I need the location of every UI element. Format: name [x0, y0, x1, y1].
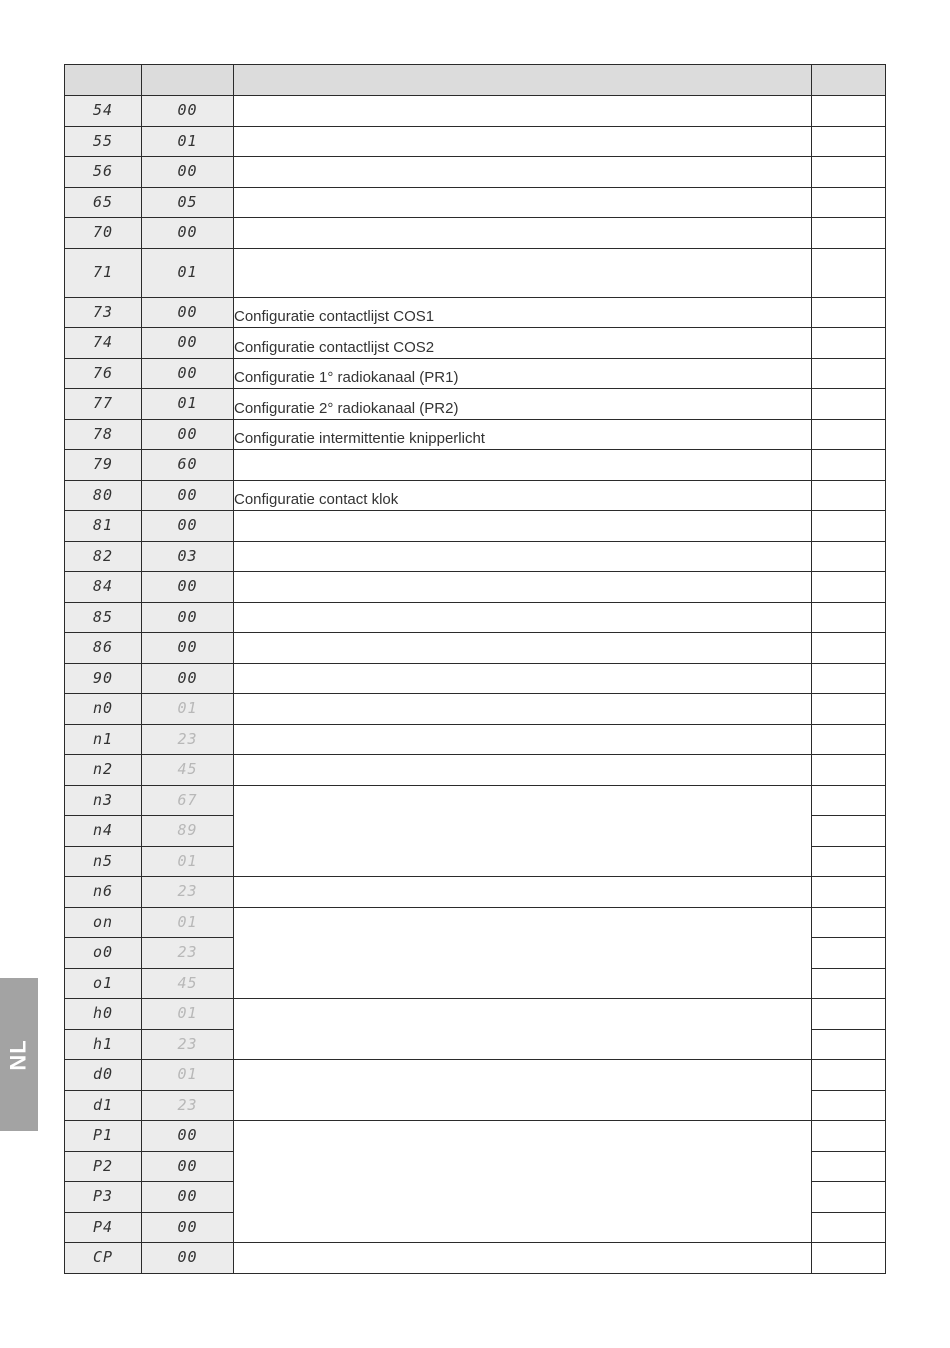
parameter-cell	[65, 541, 142, 572]
extra-cell	[812, 480, 886, 511]
parameter-cell	[65, 968, 142, 999]
default-value: 00	[177, 607, 198, 626]
parameter-cell	[65, 389, 142, 420]
parameter-code: n3	[92, 790, 114, 809]
parameter-code: h1	[92, 1034, 114, 1053]
default-value: 60	[177, 455, 198, 474]
parameter-cell	[65, 938, 142, 969]
table-row	[65, 218, 886, 249]
table-row	[65, 877, 886, 908]
parameter-code: 85	[92, 607, 114, 626]
value-cell	[142, 724, 234, 755]
parameter-code: 90	[92, 668, 114, 687]
value-cell	[142, 187, 234, 218]
parameter-cell	[65, 511, 142, 542]
parameter-cell	[65, 1029, 142, 1060]
table-row	[65, 724, 886, 755]
description-text: Configuratie contactlijst COS2	[234, 338, 435, 356]
parameter-cell	[65, 126, 142, 157]
parameter-cell	[65, 877, 142, 908]
parameter-code: P2	[92, 1156, 114, 1175]
extra-cell	[812, 297, 886, 328]
parameter-cell	[65, 572, 142, 603]
parameter-cell	[65, 187, 142, 218]
parameter-cell	[65, 999, 142, 1030]
parameter-code: n1	[92, 729, 114, 748]
description-cell	[234, 572, 812, 603]
default-value: 23	[177, 882, 198, 901]
parameter-cell	[65, 694, 142, 725]
extra-cell	[812, 724, 886, 755]
table-row	[65, 389, 886, 420]
default-value: 45	[177, 760, 198, 779]
parameter-cell	[65, 785, 142, 816]
table-row	[65, 480, 886, 511]
parameter-cell	[65, 1243, 142, 1274]
description-cell	[234, 450, 812, 481]
default-value: 05	[177, 192, 198, 211]
extra-cell	[812, 816, 886, 847]
description-cell	[234, 389, 812, 420]
extra-cell	[812, 633, 886, 664]
extra-cell	[812, 450, 886, 481]
value-cell	[142, 389, 234, 420]
description-cell	[234, 999, 812, 1060]
parameter-table	[64, 64, 886, 1274]
parameter-cell	[65, 602, 142, 633]
default-value: 23	[177, 1095, 198, 1114]
default-value: 00	[177, 424, 198, 443]
description-cell	[234, 724, 812, 755]
description-cell	[234, 96, 812, 127]
extra-cell	[812, 907, 886, 938]
parameter-cell	[65, 297, 142, 328]
parameter-code: n2	[92, 760, 114, 779]
description-cell	[234, 877, 812, 908]
value-cell	[142, 816, 234, 847]
table-row	[65, 1060, 886, 1091]
parameter-code: h0	[92, 1004, 114, 1023]
table-body	[65, 96, 886, 1274]
value-cell	[142, 541, 234, 572]
description-text: Configuratie intermittentie knipperlicht	[234, 430, 485, 447]
parameter-cell	[65, 96, 142, 127]
value-cell	[142, 877, 234, 908]
parameter-code: 86	[92, 638, 114, 657]
parameter-code: 82	[92, 546, 114, 565]
parameter-code: 54	[92, 101, 114, 120]
extra-cell	[812, 694, 886, 725]
parameter-code: 74	[92, 333, 114, 352]
value-cell	[142, 633, 234, 664]
table-row	[65, 248, 886, 297]
value-cell	[142, 1060, 234, 1091]
default-value: 00	[177, 302, 198, 321]
parameter-cell	[65, 755, 142, 786]
parameter-code: 71	[92, 263, 114, 281]
table-row	[65, 572, 886, 603]
parameter-code: 56	[92, 162, 114, 181]
default-value: 00	[177, 1126, 198, 1145]
extra-cell	[812, 938, 886, 969]
table-row	[65, 602, 886, 633]
table-header-row	[65, 65, 886, 96]
default-value: 00	[177, 638, 198, 657]
extra-cell	[812, 1090, 886, 1121]
default-value: 00	[177, 363, 198, 382]
description-cell	[234, 755, 812, 786]
table-row	[65, 157, 886, 188]
extra-cell	[812, 1121, 886, 1152]
extra-cell	[812, 218, 886, 249]
parameter-code: CP	[92, 1248, 114, 1267]
parameter-cell	[65, 450, 142, 481]
default-value: 45	[177, 973, 198, 992]
extra-cell	[812, 96, 886, 127]
parameter-code: 70	[92, 223, 114, 242]
parameter-cell	[65, 846, 142, 877]
default-value: 00	[177, 162, 198, 181]
parameter-code: 55	[92, 131, 114, 150]
extra-cell	[812, 1243, 886, 1274]
parameter-code: 80	[92, 485, 114, 504]
table-row	[65, 511, 886, 542]
parameter-code: n0	[92, 699, 114, 718]
parameter-cell	[65, 907, 142, 938]
description-cell	[234, 694, 812, 725]
extra-cell	[812, 877, 886, 908]
header-cell-value	[142, 65, 234, 96]
value-cell	[142, 1243, 234, 1274]
parameter-code: 65	[92, 192, 114, 211]
parameter-code: o0	[92, 943, 114, 962]
value-cell	[142, 694, 234, 725]
value-cell	[142, 846, 234, 877]
description-cell	[234, 511, 812, 542]
default-value: 00	[177, 1156, 198, 1175]
description-cell	[234, 785, 812, 877]
default-value: 01	[177, 263, 198, 281]
value-cell	[142, 511, 234, 542]
parameter-code: 78	[92, 424, 114, 443]
description-text: Configuratie contactlijst COS1	[234, 308, 435, 325]
table-row	[65, 633, 886, 664]
parameter-code: d0	[92, 1065, 114, 1084]
default-value: 00	[177, 485, 198, 504]
parameter-code: n5	[92, 851, 114, 870]
extra-cell	[812, 1060, 886, 1091]
parameter-cell	[65, 419, 142, 450]
default-value: 00	[177, 1248, 198, 1267]
description-cell	[234, 633, 812, 664]
default-value: 00	[177, 1217, 198, 1236]
value-cell	[142, 785, 234, 816]
description-cell	[234, 126, 812, 157]
value-cell	[142, 419, 234, 450]
default-value: 03	[177, 546, 198, 565]
value-cell	[142, 218, 234, 249]
extra-cell	[812, 419, 886, 450]
description-cell	[234, 297, 812, 328]
parameter-code: P1	[92, 1126, 114, 1145]
extra-cell	[812, 999, 886, 1030]
default-value: 01	[177, 851, 198, 870]
table-row	[65, 541, 886, 572]
description-cell	[234, 541, 812, 572]
description-cell	[234, 907, 812, 999]
extra-cell	[812, 187, 886, 218]
value-cell	[142, 328, 234, 359]
description-cell	[234, 358, 812, 389]
extra-cell	[812, 511, 886, 542]
parameter-code: 81	[92, 516, 114, 535]
value-cell	[142, 297, 234, 328]
value-cell	[142, 938, 234, 969]
table-row	[65, 785, 886, 816]
extra-cell	[812, 541, 886, 572]
default-value: 23	[177, 1034, 198, 1053]
description-cell	[234, 328, 812, 359]
parameter-cell	[65, 724, 142, 755]
table-row	[65, 999, 886, 1030]
value-cell	[142, 1212, 234, 1243]
parameter-code: P3	[92, 1187, 114, 1206]
description-cell	[234, 1243, 812, 1274]
value-cell	[142, 1182, 234, 1213]
extra-cell	[812, 1182, 886, 1213]
description-text: Configuratie 2° radiokanaal (PR2)	[234, 399, 459, 417]
default-value: 01	[177, 1004, 198, 1023]
header-cell-parameter	[65, 65, 142, 96]
value-cell	[142, 96, 234, 127]
table-row	[65, 187, 886, 218]
description-cell	[234, 1060, 812, 1121]
table-row	[65, 96, 886, 127]
parameter-code: 84	[92, 577, 114, 596]
header-cell-extra	[812, 65, 886, 96]
extra-cell	[812, 663, 886, 694]
default-value: 00	[177, 101, 198, 120]
table-row	[65, 297, 886, 328]
parameter-code: 77	[92, 394, 114, 413]
value-cell	[142, 450, 234, 481]
table-row	[65, 663, 886, 694]
parameter-code: n6	[92, 882, 114, 901]
parameter-cell	[65, 1212, 142, 1243]
parameter-cell	[65, 1182, 142, 1213]
value-cell	[142, 755, 234, 786]
default-value: 89	[177, 821, 198, 840]
parameter-cell	[65, 1090, 142, 1121]
default-value: 00	[177, 1187, 198, 1206]
default-value: 01	[177, 131, 198, 150]
default-value: 00	[177, 516, 198, 535]
description-cell	[234, 187, 812, 218]
default-value: 23	[177, 943, 198, 962]
table-row	[65, 358, 886, 389]
description-cell	[234, 602, 812, 633]
parameter-cell	[65, 1060, 142, 1091]
value-cell	[142, 1090, 234, 1121]
default-value: 01	[177, 1065, 198, 1084]
extra-cell	[812, 389, 886, 420]
extra-cell	[812, 1212, 886, 1243]
description-cell	[234, 218, 812, 249]
table-row	[65, 328, 886, 359]
parameter-cell	[65, 358, 142, 389]
default-value: 23	[177, 729, 198, 748]
extra-cell	[812, 157, 886, 188]
default-value: 01	[177, 699, 198, 718]
value-cell	[142, 248, 234, 297]
extra-cell	[812, 602, 886, 633]
extra-cell	[812, 328, 886, 359]
description-cell	[234, 248, 812, 297]
table-row	[65, 126, 886, 157]
extra-cell	[812, 846, 886, 877]
table-row	[65, 907, 886, 938]
default-value: 00	[177, 333, 198, 352]
parameter-cell	[65, 218, 142, 249]
table-row	[65, 450, 886, 481]
description-cell	[234, 419, 812, 450]
parameter-code: P4	[92, 1217, 114, 1236]
parameter-cell	[65, 248, 142, 297]
extra-cell	[812, 358, 886, 389]
extra-cell	[812, 572, 886, 603]
value-cell	[142, 480, 234, 511]
value-cell	[142, 907, 234, 938]
parameter-code: o1	[92, 973, 114, 992]
parameter-cell	[65, 480, 142, 511]
default-value: 00	[177, 577, 198, 596]
parameter-cell	[65, 157, 142, 188]
table-row	[65, 419, 886, 450]
description-cell	[234, 157, 812, 188]
description-cell	[234, 1121, 812, 1243]
default-value: 01	[177, 394, 198, 413]
default-value: 00	[177, 668, 198, 687]
header-cell-description	[234, 65, 812, 96]
value-cell	[142, 157, 234, 188]
language-tab	[0, 978, 38, 1131]
language-tab-label: NL	[5, 1038, 31, 1071]
default-value: 00	[177, 223, 198, 242]
value-cell	[142, 572, 234, 603]
description-text: Configuratie 1° radiokanaal (PR1)	[234, 369, 459, 386]
extra-cell	[812, 1029, 886, 1060]
extra-cell	[812, 126, 886, 157]
parameter-cell	[65, 816, 142, 847]
value-cell	[142, 358, 234, 389]
value-cell	[142, 602, 234, 633]
extra-cell	[812, 968, 886, 999]
value-cell	[142, 968, 234, 999]
table-row	[65, 755, 886, 786]
extra-cell	[812, 755, 886, 786]
value-cell	[142, 663, 234, 694]
extra-cell	[812, 1151, 886, 1182]
parameter-cell	[65, 1121, 142, 1152]
parameter-code: 76	[92, 363, 114, 382]
description-text: Configuratie contact klok	[234, 491, 399, 508]
parameter-cell	[65, 328, 142, 359]
parameter-cell	[65, 633, 142, 664]
extra-cell	[812, 248, 886, 297]
parameter-cell	[65, 663, 142, 694]
value-cell	[142, 999, 234, 1030]
default-value: 01	[177, 912, 198, 931]
parameter-code: d1	[92, 1095, 114, 1114]
parameter-cell	[65, 1151, 142, 1182]
parameter-code: n4	[92, 821, 114, 840]
description-cell	[234, 480, 812, 511]
parameter-code: 79	[92, 455, 114, 474]
value-cell	[142, 1151, 234, 1182]
value-cell	[142, 1029, 234, 1060]
extra-cell	[812, 785, 886, 816]
table-row	[65, 1121, 886, 1152]
value-cell	[142, 126, 234, 157]
parameter-code: 73	[92, 302, 114, 321]
table-row	[65, 694, 886, 725]
default-value: 67	[177, 790, 198, 809]
value-cell	[142, 1121, 234, 1152]
description-cell	[234, 663, 812, 694]
parameter-code: on	[92, 912, 114, 931]
table-row	[65, 1243, 886, 1274]
